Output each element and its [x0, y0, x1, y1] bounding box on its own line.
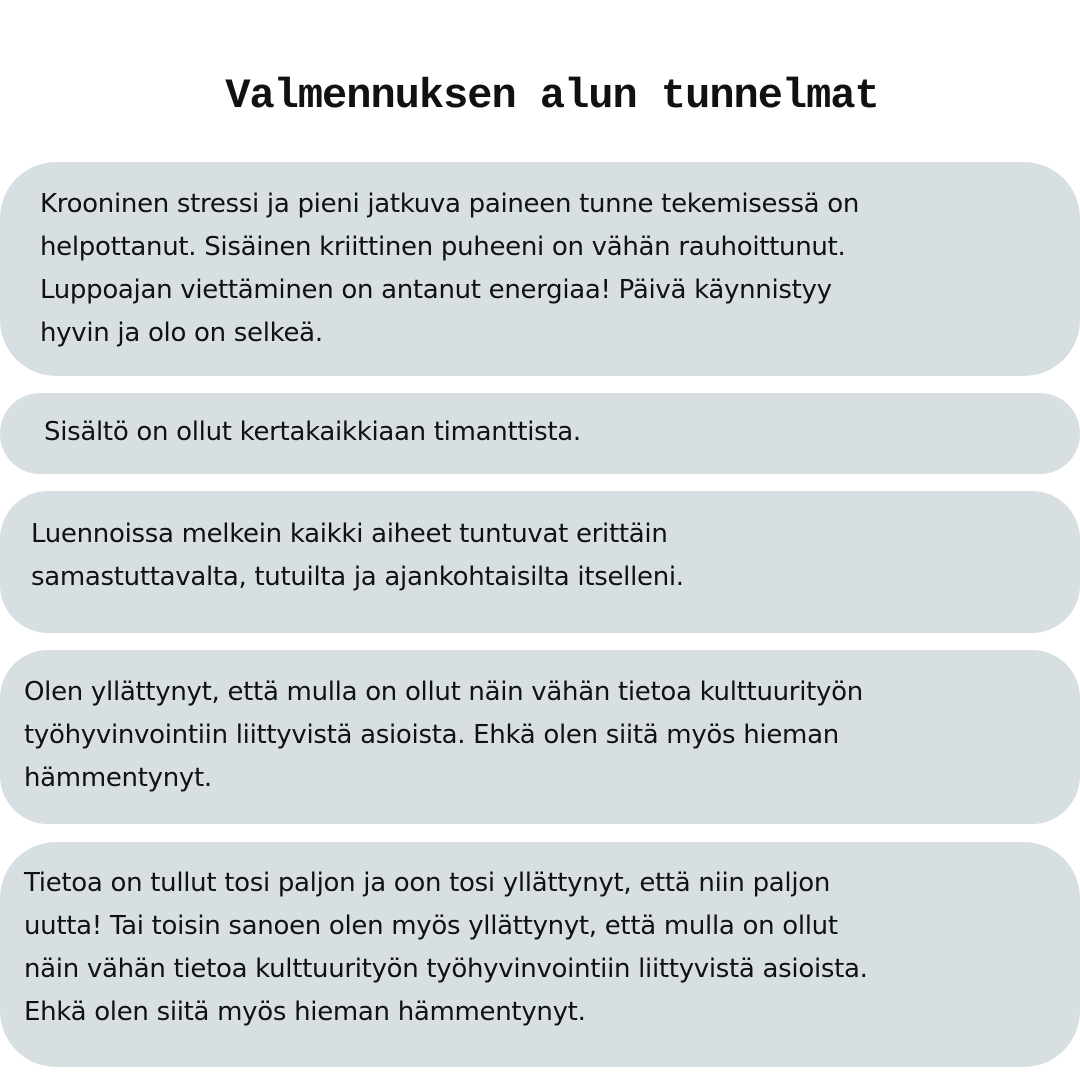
quote-line: Luennoissa melkein kaikki aiheet tuntuvat erittäin: [31, 519, 668, 549]
quote-card: [0, 842, 1080, 1067]
quote-line: työhyvinvointiin liittyvistä asioista. Ehkä olen siitä myös hieman: [24, 720, 839, 750]
quote-line: Krooninen stressi ja pieni jatkuva paineen tunne tekemisessä on: [40, 189, 860, 219]
quote-line: hyvin ja olo on selkeä.: [40, 318, 323, 348]
quote-line: helpottanut. Sisäinen kriittinen puheeni on vähän rauhoittunut.: [40, 232, 846, 262]
quote-line: Sisältö on ollut kertakaikkiaan timanttista.: [44, 417, 581, 447]
quote-card: [0, 650, 1080, 824]
quote-card: [0, 491, 1080, 633]
quote-line: Ehkä olen siitä myös hieman hämmentynyt.: [24, 997, 586, 1027]
quote-line: uutta! Tai toisin sanoen olen myös yllättynyt, että mulla on ollut: [24, 911, 838, 941]
quote-card: [0, 162, 1080, 376]
page-title: Valmennuksen alun tunnelmat: [225, 72, 879, 120]
quote-line: Luppoajan viettäminen on antanut energiaa! Päivä käynnistyy: [40, 275, 832, 305]
quote-line: Olen yllättynyt, että mulla on ollut näin vähän tietoa kulttuurityön: [24, 677, 863, 707]
quote-card: [0, 393, 1080, 474]
quote-line: hämmentynyt.: [24, 763, 212, 793]
quote-line: samastuttavalta, tutuilta ja ajankohtaisilta itselleni.: [31, 562, 684, 592]
quote-line: näin vähän tietoa kulttuurityön työhyvinvointiin liittyvistä asioista.: [24, 954, 868, 984]
quote-line: Tietoa on tullut tosi paljon ja oon tosi yllättynyt, että niin paljon: [24, 868, 831, 898]
